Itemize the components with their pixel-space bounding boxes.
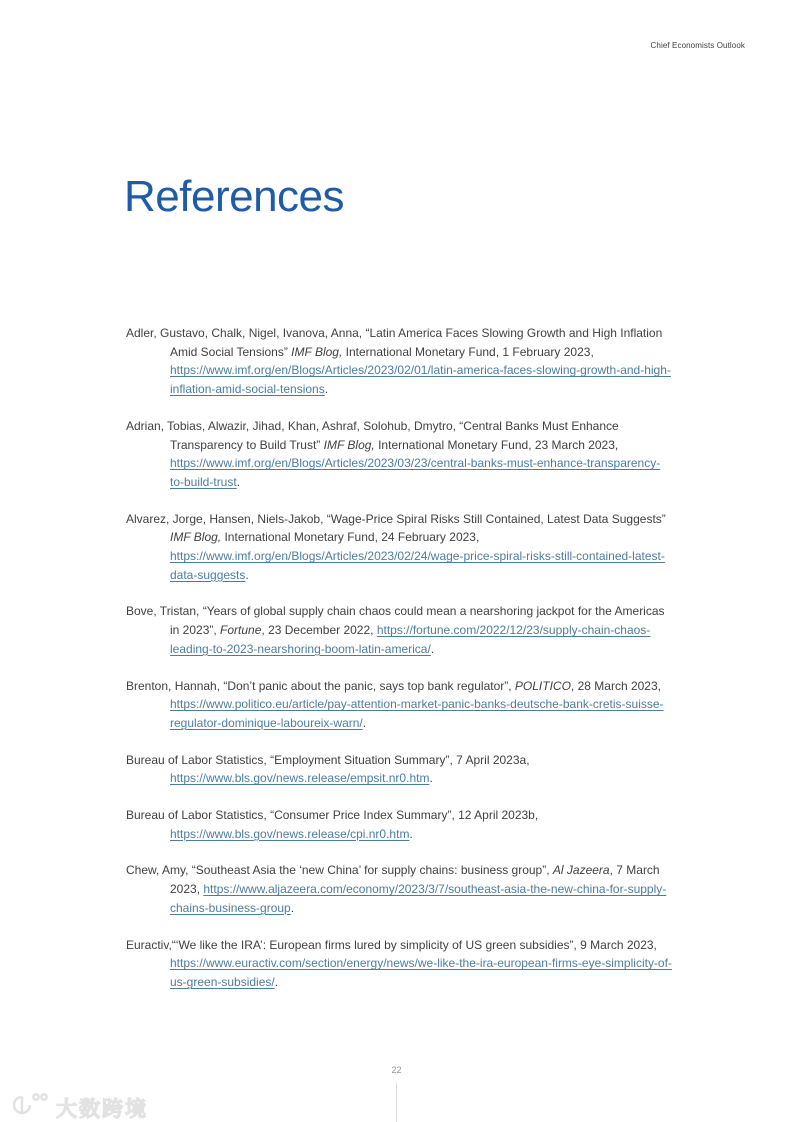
footer-divider-line (396, 1083, 397, 1122)
reference-entry (126, 861, 672, 917)
reference-source-name: POLITICO (514, 678, 571, 693)
reference-text: . (409, 826, 413, 841)
reference-text: , 7 March 2023, (170, 863, 660, 897)
reference-text: . (245, 567, 249, 582)
reference-entry (126, 417, 672, 492)
reference-text: Brenton, Hannah, “Don’t panic about the panic, says top bank regulator”, (126, 678, 515, 693)
reference-link[interactable]: https://www.aljazeera.com/economy/2023/3/7/southeast-asia-the-new-china-for-supply-chains-business-group (170, 882, 667, 915)
reference-source-name: IMF Blog, (170, 530, 222, 545)
watermark-logo-icon (10, 1091, 50, 1122)
reference-text: International Monetary Fund, 23 March 2023, (374, 437, 619, 452)
reference-entry (126, 751, 672, 788)
watermark-text: 大数跨境 (56, 1097, 148, 1121)
references-list (126, 324, 672, 1010)
reference-entry (126, 677, 672, 733)
reference-source-name: IMF Blog, (323, 437, 375, 452)
reference-link[interactable]: https://www.bls.gov/news.release/cpi.nr0.htm (170, 826, 410, 841)
reference-link[interactable]: https://www.imf.org/en/Blogs/Articles/2023/02/24/wage-price-spiral-risks-still-contained-latest-data-suggests (170, 549, 665, 582)
reference-text: . (236, 474, 241, 489)
reference-text: . (430, 641, 435, 656)
reference-text: Alvarez, Jorge, Hansen, Niels-Jakob, “Wage-Price Spiral Risks Still Contained, Latest Data Suggests” (126, 511, 666, 526)
reference-source-name: IMF Blog, (291, 344, 343, 359)
reference-entry (126, 602, 672, 658)
reference-text: Bureau of Labor Statistics, “Consumer Price Index Summary”, 12 April 2023b, (126, 808, 539, 823)
watermark (10, 1091, 148, 1122)
reference-text: . (362, 715, 367, 730)
reference-text: . (274, 974, 279, 989)
reference-entry (126, 324, 672, 399)
page-title: References (124, 172, 345, 222)
reference-text: Adrian, Tobias, Alwazir, Jihad, Khan, Ashraf, Solohub, Dmytro, “Central Banks Must Enhance Transparency to Build Trust” (126, 418, 619, 452)
page-number: 22 (391, 1065, 402, 1075)
reference-text: , 28 March 2023, (570, 678, 661, 693)
reference-text: Adler, Gustavo, Chalk, Nigel, Ivanova, Anna, “Latin America Faces Slowing Growth and High Inflation Amid Social Tensions” (126, 326, 663, 359)
reference-text: Bove, Tristan, “Years of global supply chain chaos could mean a nearshoring jackpot for the Americas in 2023”, (126, 604, 665, 638)
reference-link[interactable]: https://www.imf.org/en/Blogs/Articles/2023/02/01/latin-america-faces-slowing-growth-and-high-inflation-amid-social-tensions (170, 363, 671, 397)
reference-link[interactable]: https://fortune.com/2022/12/23/supply-chain-chaos-leading-to-2023-nearshoring-boom-latin-america/ (170, 623, 651, 656)
reference-link[interactable]: https://www.imf.org/en/Blogs/Articles/2023/03/23/central-banks-must-enhance-transparency-to-build-trust (170, 456, 661, 489)
reference-text: International Monetary Fund, 24 February 2023, (221, 530, 480, 545)
reference-link[interactable]: https://www.euractiv.com/section/energy/news/we-like-the-ira-european-firms-eye-simplicity-of-us-green-subsidies/ (170, 956, 672, 989)
reference-entry (126, 510, 672, 585)
reference-text: . (290, 900, 295, 915)
reference-text: Bureau of Labor Statistics, “Employment Situation Summary”, 7 April 2023a, (126, 752, 530, 767)
reference-entry (126, 806, 672, 843)
reference-entry (126, 936, 672, 992)
reference-link[interactable]: https://www.politico.eu/article/pay-attention-market-panic-banks-deutsche-bank-cretis-suisse-regulator-dominique-laboureix-warn/ (170, 697, 664, 730)
reference-text: Chew, Amy, “Southeast Asia the ‘new China’ for supply chains: business group”, (126, 863, 553, 878)
reference-text: International Monetary Fund, 1 February 2023, (342, 344, 594, 359)
reference-link[interactable]: https://www.bls.gov/news.release/empsit.nr0.htm (170, 771, 430, 786)
reference-text: Euractiv,“‘We like the IRA’: European firms lured by simplicity of US green subsidies”, 9 March 2023, (126, 937, 657, 952)
reference-text: , 23 December 2022, (261, 623, 377, 638)
reference-text: . (429, 771, 433, 786)
reference-text: . (324, 382, 329, 397)
reference-source-name: Fortune (220, 623, 262, 638)
reference-source-name: Al Jazeera (552, 863, 610, 878)
running-header: Chief Economists Outlook (650, 41, 745, 50)
